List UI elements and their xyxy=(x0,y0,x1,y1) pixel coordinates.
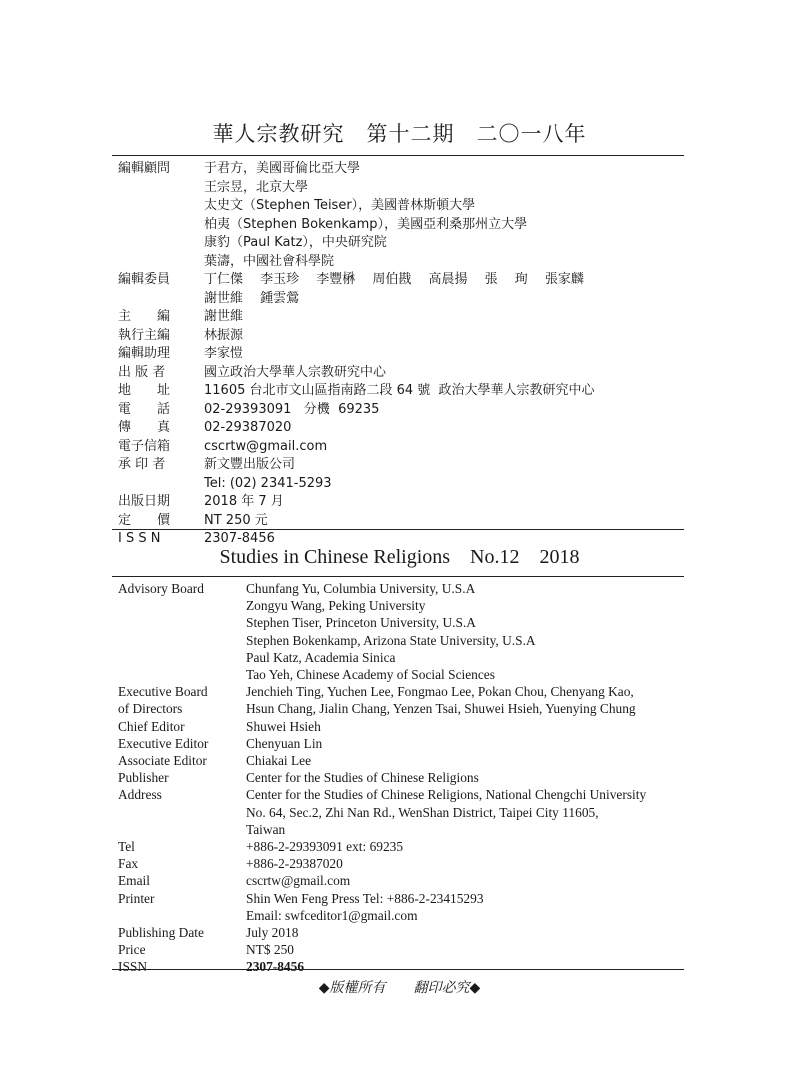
chinese-top-rule xyxy=(112,155,684,156)
value-line: 李家愷 xyxy=(204,346,244,361)
value-line: 11605 台北市文山區指南路二段 64 號 政治大學華人宗教研究中心 xyxy=(204,383,595,398)
row-value xyxy=(246,580,684,683)
english-masthead-row xyxy=(118,718,684,735)
value-line: 謝世維 鍾雲鶯 xyxy=(204,290,300,306)
row-value xyxy=(246,958,684,975)
row-value xyxy=(246,941,684,958)
row-value xyxy=(204,345,684,364)
row-label: Fax xyxy=(118,856,139,872)
row-label: 承 印 者 xyxy=(118,457,166,472)
value-line: 2307-8456 xyxy=(246,959,305,975)
english-masthead-row xyxy=(118,924,684,941)
english-top-rule xyxy=(112,576,684,577)
value-line: Chiakai Lee xyxy=(246,753,312,769)
row-label: I S S N xyxy=(118,531,161,546)
english-bottom-rule xyxy=(112,969,684,970)
row-value xyxy=(204,364,684,383)
value-line: 柏夷（Stephen Bokenkamp），美國亞利桑那州立大學 xyxy=(204,216,528,232)
value-line: 葉濤，中國社會科學院 xyxy=(204,253,335,269)
row-label: Associate Editor xyxy=(118,753,207,769)
value-line: 太史文（Stephen Teiser），美國普林斯頓大學 xyxy=(204,198,476,213)
row-label: Printer xyxy=(118,890,155,906)
value-line: Paul Katz, Academia Sinica xyxy=(246,649,396,665)
english-masthead-row xyxy=(118,769,684,786)
row-label: 主 編 xyxy=(118,309,171,324)
english-masthead-row xyxy=(118,838,684,855)
row-label: 執行主編 xyxy=(118,327,171,343)
row-label: 定 價 xyxy=(118,512,171,528)
row-label: Publishing Date xyxy=(118,925,204,941)
english-masthead xyxy=(118,580,684,976)
value-line: 新文豐出版公司 xyxy=(204,457,296,472)
row-value xyxy=(246,838,684,855)
value-line: 02-29387020 xyxy=(204,420,292,435)
english-masthead-row xyxy=(118,786,684,838)
chinese-masthead-row xyxy=(118,327,684,346)
chinese-masthead-row xyxy=(118,345,684,364)
row-label: 電 話 xyxy=(118,401,171,417)
row-label: 地 址 xyxy=(118,383,171,398)
row-label: Address xyxy=(118,787,162,803)
row-label: Chief Editor xyxy=(118,718,185,734)
value-line: 王宗昱，北京大學 xyxy=(204,179,309,195)
row-label: Publisher xyxy=(118,770,169,786)
value-line: Taiwan xyxy=(246,821,286,837)
row-value xyxy=(246,855,684,872)
value-line: 國立政治大學華人宗教研究中心 xyxy=(204,364,387,380)
value-line: 2018 年 7 月 xyxy=(204,494,284,509)
value-line: Stephen Tiser, Princeton University, U.S.A xyxy=(246,615,476,631)
value-line: 丁仁傑 李玉珍 李豐楙 周伯戡 高晨揚 張 珣 張家麟 xyxy=(204,272,584,287)
chinese-masthead xyxy=(118,160,684,549)
english-masthead-row xyxy=(118,752,684,769)
value-line: 于君方，美國哥倫比亞大學 xyxy=(204,161,361,176)
row-value xyxy=(246,683,684,700)
english-masthead-row xyxy=(118,683,684,700)
value-line: Stephen Bokenkamp, Arizona State University, U.S.A xyxy=(246,632,536,648)
row-value xyxy=(246,786,684,838)
value-line: 謝世維 xyxy=(204,309,244,324)
english-masthead-row xyxy=(118,735,684,752)
row-value xyxy=(246,718,684,735)
row-label: Advisory Board xyxy=(118,581,204,596)
chinese-masthead-row xyxy=(118,438,684,457)
row-label: Price xyxy=(118,942,146,958)
chinese-masthead-row xyxy=(118,160,684,271)
row-value xyxy=(204,493,684,512)
row-value xyxy=(204,308,684,327)
chinese-masthead-row xyxy=(118,401,684,420)
row-value xyxy=(204,160,684,271)
value-line: 2307-8456 xyxy=(204,531,275,546)
value-line: No. 64, Sec.2, Zhi Nan Rd., WenShan District, Taipei City 11605, xyxy=(246,804,599,820)
value-line: cscrtw@gmail.com xyxy=(204,438,328,454)
english-journal-title: Studies in Chinese Religions No.12 2018 xyxy=(219,546,580,568)
row-label: 編輯助理 xyxy=(118,346,171,361)
value-line: cscrtw@gmail.com xyxy=(246,873,351,889)
row-value xyxy=(204,419,684,438)
row-label: 編輯委員 xyxy=(118,272,171,287)
row-value xyxy=(246,735,684,752)
value-line: 02-29393091 分機 69235 xyxy=(204,401,380,417)
row-value xyxy=(204,382,684,401)
english-masthead-row xyxy=(118,890,684,924)
row-value xyxy=(246,872,684,889)
row-label: 編輯顧問 xyxy=(118,161,171,176)
value-line: Zongyu Wang, Peking University xyxy=(246,598,426,614)
chinese-masthead-row xyxy=(118,512,684,531)
value-line: +886-2-29393091 ext: 69235 xyxy=(246,839,404,855)
value-line: Jenchieh Ting, Yuchen Lee, Fongmao Lee, Pokan Chou, Chenyang Kao, xyxy=(246,684,634,700)
value-line: Shin Wen Feng Press Tel: +886-2-23415293 xyxy=(246,890,484,906)
row-value xyxy=(204,271,684,308)
row-value xyxy=(246,700,684,717)
chinese-masthead-row xyxy=(118,308,684,327)
value-line: Shuwei Hsieh xyxy=(246,718,321,734)
row-label: Executive Board xyxy=(118,684,208,700)
chinese-masthead-row xyxy=(118,456,684,493)
row-value xyxy=(204,512,684,531)
value-line: +886-2-29387020 xyxy=(246,856,343,872)
row-label: 電子信箱 xyxy=(118,438,171,454)
value-line: NT$ 250 xyxy=(246,942,294,958)
row-label: Email xyxy=(118,873,150,889)
chinese-journal-title: 華人宗教研究 第十二期 二〇一八年 xyxy=(212,122,587,146)
row-value xyxy=(204,401,684,420)
row-value xyxy=(246,769,684,786)
value-line: July 2018 xyxy=(246,925,299,941)
english-masthead-row xyxy=(118,958,684,975)
row-label: 出版日期 xyxy=(118,494,171,509)
row-label: 傳 真 xyxy=(118,420,171,435)
value-line: NT 250 元 xyxy=(204,512,268,528)
english-masthead-row xyxy=(118,580,684,683)
value-line: Tao Yeh, Chinese Academy of Social Sciences xyxy=(246,667,495,683)
value-line: Chenyuan Lin xyxy=(246,735,323,751)
row-label: Tel xyxy=(118,839,135,855)
chinese-masthead-row xyxy=(118,271,684,308)
english-masthead-row xyxy=(118,872,684,889)
row-value xyxy=(246,752,684,769)
value-line: Hsun Chang, Jialin Chang, Yenzen Tsai, Shuwei Hsieh, Yuenying Chung xyxy=(246,701,636,717)
copyright-notice: ◆版權所有 翻印必究◆ xyxy=(318,980,481,996)
value-line: 康豹（Paul Katz），中央研究院 xyxy=(204,235,387,250)
chinese-masthead-row xyxy=(118,419,684,438)
row-value xyxy=(204,438,684,457)
row-value xyxy=(204,327,684,346)
english-masthead-row xyxy=(118,700,684,717)
english-masthead-row xyxy=(118,941,684,958)
value-line: Chunfang Yu, Columbia University, U.S.A xyxy=(246,581,476,596)
value-line: Email: swfceditor1@gmail.com xyxy=(246,907,418,923)
chinese-bottom-rule xyxy=(112,529,684,530)
value-line: Tel: (02) 2341-5293 xyxy=(204,475,332,491)
english-masthead-row xyxy=(118,855,684,872)
value-line: 林振源 xyxy=(204,327,244,343)
value-line: Center for the Studies of Chinese Religions xyxy=(246,770,479,786)
row-label: ISSN xyxy=(118,959,148,975)
value-line: Center for the Studies of Chinese Religions, National Chengchi University xyxy=(246,787,647,803)
row-label: Executive Editor xyxy=(118,735,209,751)
chinese-masthead-row xyxy=(118,382,684,401)
chinese-masthead-row xyxy=(118,493,684,512)
row-label: of Directors xyxy=(118,701,183,717)
chinese-masthead-row xyxy=(118,364,684,383)
row-value xyxy=(246,924,684,941)
row-label: 出 版 者 xyxy=(118,364,166,380)
row-value xyxy=(246,890,684,924)
row-value xyxy=(204,456,684,493)
